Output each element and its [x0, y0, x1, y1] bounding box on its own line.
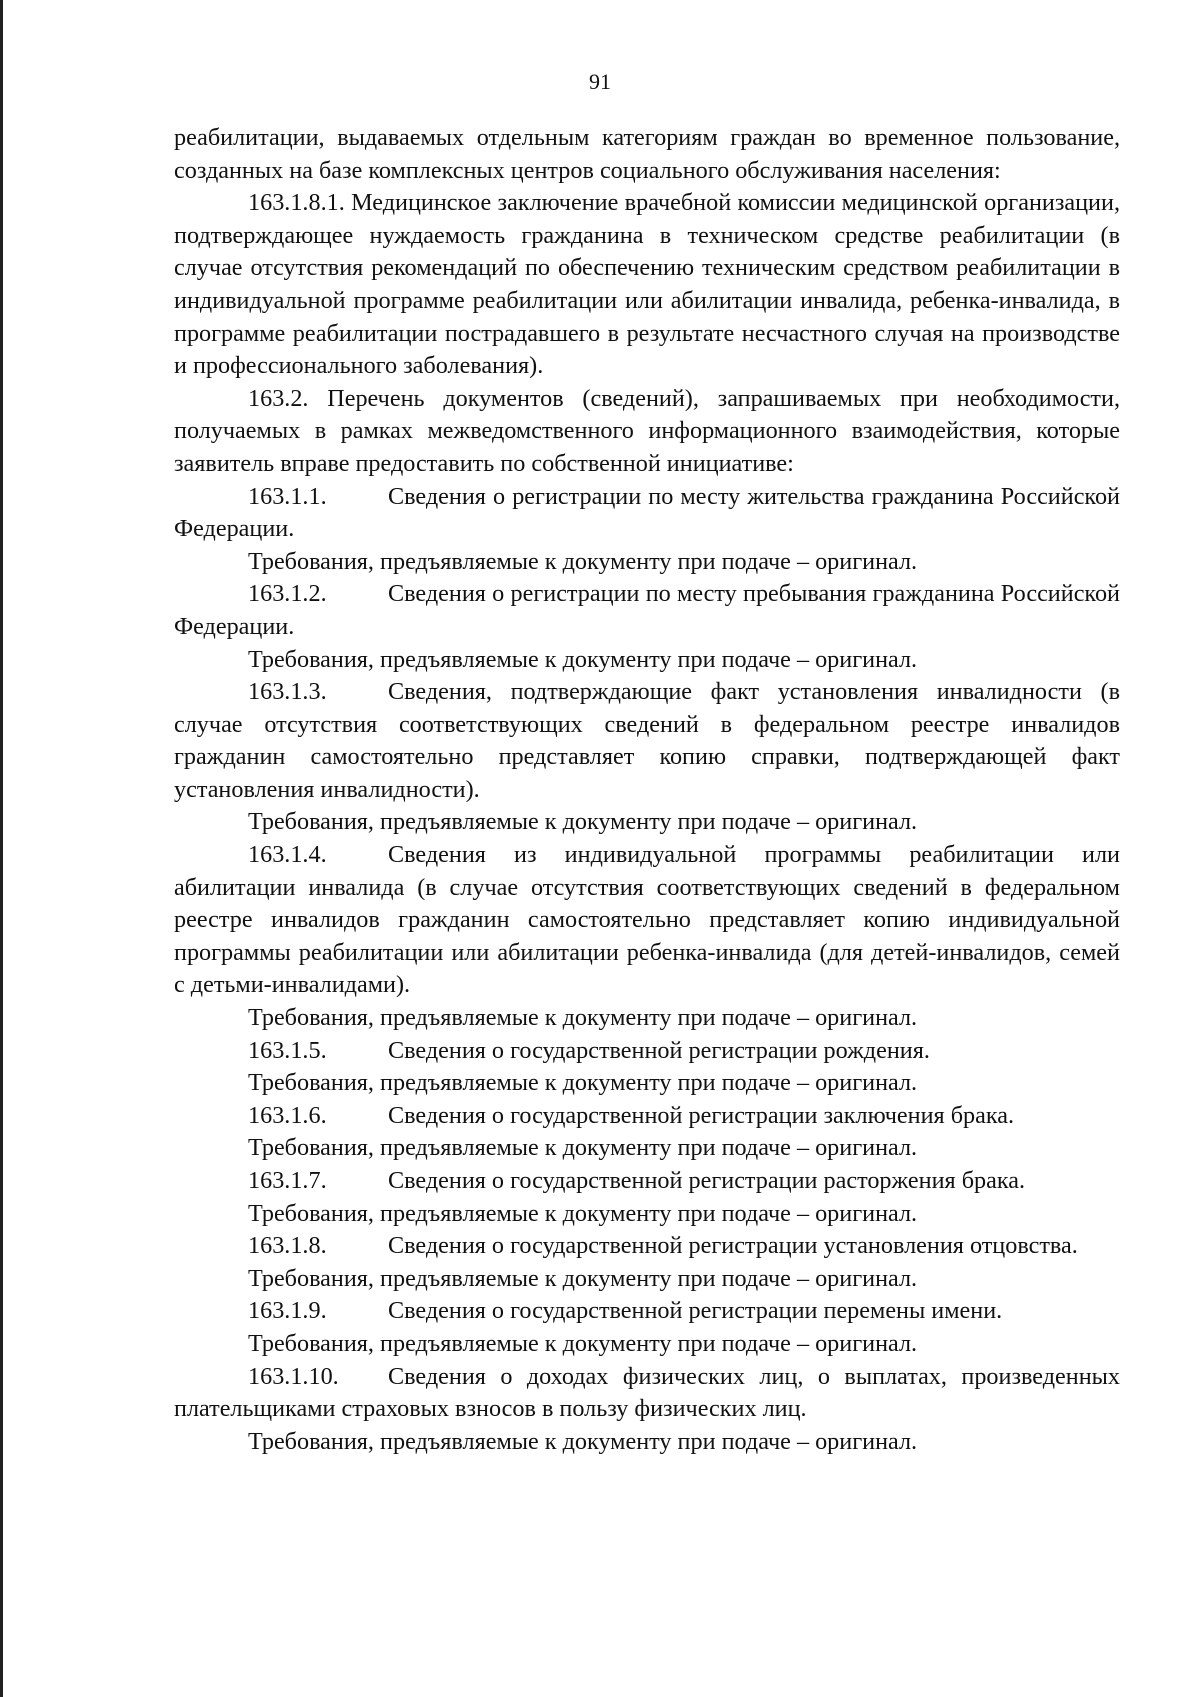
paragraph [174, 1426, 1120, 1459]
clause-number: 163.1.7. [248, 1167, 327, 1194]
clause-number: 163.1.1. [248, 482, 327, 510]
paragraph [174, 676, 1120, 806]
paragraph [174, 806, 1120, 839]
paragraph-text: Сведения о регистрации по месту пребывания гражданина Российской Федерации. [174, 580, 1120, 640]
paragraph [174, 187, 1120, 383]
paragraph-text: 163.1.8.1. Медицинское заключение врачебной комиссии медицинской организации, подтверждающее нуждаемость гражданина в техническом средстве реабилитации (в случае отсутствия рекомендаций по обеспечению техническим средством реабилитации в индивидуальной программе реабилитации или абилитации инвалида, ребенка-инвалида, в программе реабилитации пострадавшего в результате несчастного случая на производстве и профессионального заболевания). [174, 189, 1120, 380]
paragraph [174, 1067, 1120, 1100]
document-body [174, 122, 1120, 1458]
paragraph [174, 1361, 1120, 1426]
paragraph [174, 481, 1120, 546]
paragraph [174, 1165, 1120, 1198]
clause-number: 163.1.6. [248, 1101, 327, 1129]
paragraph-text: Требования, предъявляемые к документу при подаче – оригинал. [248, 645, 918, 673]
paragraph-text: Сведения о государственной регистрации заключения брака. [388, 1101, 1015, 1129]
paragraph [174, 578, 1120, 643]
paragraph [174, 1295, 1120, 1328]
clause-number: 163.1.4. [248, 841, 327, 869]
paragraph-text: Сведения о государственной регистрации рождения. [388, 1036, 930, 1064]
paragraph [174, 839, 1120, 1002]
paragraph-text: Требования, предъявляемые к документу при подаче – оригинал. [248, 1329, 918, 1357]
paragraph [174, 1100, 1120, 1133]
paragraph-text: Требования, предъявляемые к документу при подаче – оригинал. [248, 1134, 918, 1162]
clause-number: 163.1.10. [248, 1362, 339, 1390]
paragraph-text: Сведения о государственной регистрации расторжения брака. [388, 1167, 1025, 1194]
paragraph [174, 383, 1120, 481]
paragraph [174, 1132, 1120, 1165]
clause-number: 163.1.5. [248, 1036, 327, 1064]
paragraph [174, 1035, 1120, 1068]
paragraph-text: Сведения о регистрации по месту жительства гражданина Российской Федерации. [174, 482, 1120, 543]
paragraph-text: Требования, предъявляемые к документу при подаче – оригинал. [248, 547, 918, 575]
paragraph [174, 1328, 1120, 1361]
clause-number: 163.1.8. [248, 1232, 327, 1260]
page-number: 91 [589, 69, 611, 94]
clause-number: 163.1.9. [248, 1297, 327, 1325]
paragraph [174, 1263, 1120, 1296]
paragraph-text: Сведения о государственной регистрации установления отцовства. [388, 1232, 1078, 1260]
paragraph [174, 1198, 1120, 1231]
paragraph-text: реабилитации, выдаваемых отдельным категориям граждан во временное пользование, созданных на базе комплексных центров социального обслуживания населения: [174, 124, 1120, 184]
paragraph-text: Требования, предъявляемые к документу при подаче – оригинал. [248, 808, 918, 836]
paragraph-text: Требования, предъявляемые к документу при подаче – оригинал. [248, 1004, 918, 1032]
paragraph-text: Требования, предъявляемые к документу при подаче – оригинал. [248, 1069, 918, 1097]
paragraph [174, 1002, 1120, 1035]
paragraph [174, 546, 1120, 579]
clause-number: 163.1.3. [248, 678, 327, 706]
paragraph [174, 644, 1120, 677]
paragraph-text: Сведения о доходах физических лиц, о выплатах, произведенных плательщиками страховых взносов в пользу физических лиц. [174, 1362, 1120, 1423]
paragraph-text: Сведения о государственной регистрации перемены имени. [388, 1297, 1003, 1325]
paragraph-text: Сведения из индивидуальной программы реабилитации или абилитации инвалида (в случае отсутствия соответствующих сведений в федеральном реестре инвалидов гражданин самостоятельно представляет копию индивидуальной программы реабилитации или абилитации ребенка-инвалида (для детей-инвалидов, семей с детьми-инвалидами). [174, 841, 1120, 999]
scan-edge [0, 0, 3, 1697]
paragraph-text: Требования, предъявляемые к документу при подаче – оригинал. [248, 1264, 918, 1292]
paragraph [174, 122, 1120, 187]
paragraph-text: Требования, предъявляемые к документу при подаче – оригинал. [248, 1427, 918, 1455]
paragraph [174, 1230, 1120, 1263]
paragraph-text: Сведения, подтверждающие факт установления инвалидности (в случае отсутствия соответствующих сведений в федеральном реестре инвалидов гражданин самостоятельно представляет копию справки, подтверждающей факт установления инвалидности). [174, 678, 1120, 803]
paragraph-text: 163.2. Перечень документов (сведений), запрашиваемых при необходимости, получаемых в рамках межведомственного информационного взаимодействия, которые заявитель вправе предоставить по собственной инициативе: [174, 384, 1120, 477]
paragraph-text: Требования, предъявляемые к документу при подаче – оригинал. [248, 1199, 918, 1227]
clause-number: 163.1.2. [248, 580, 327, 608]
